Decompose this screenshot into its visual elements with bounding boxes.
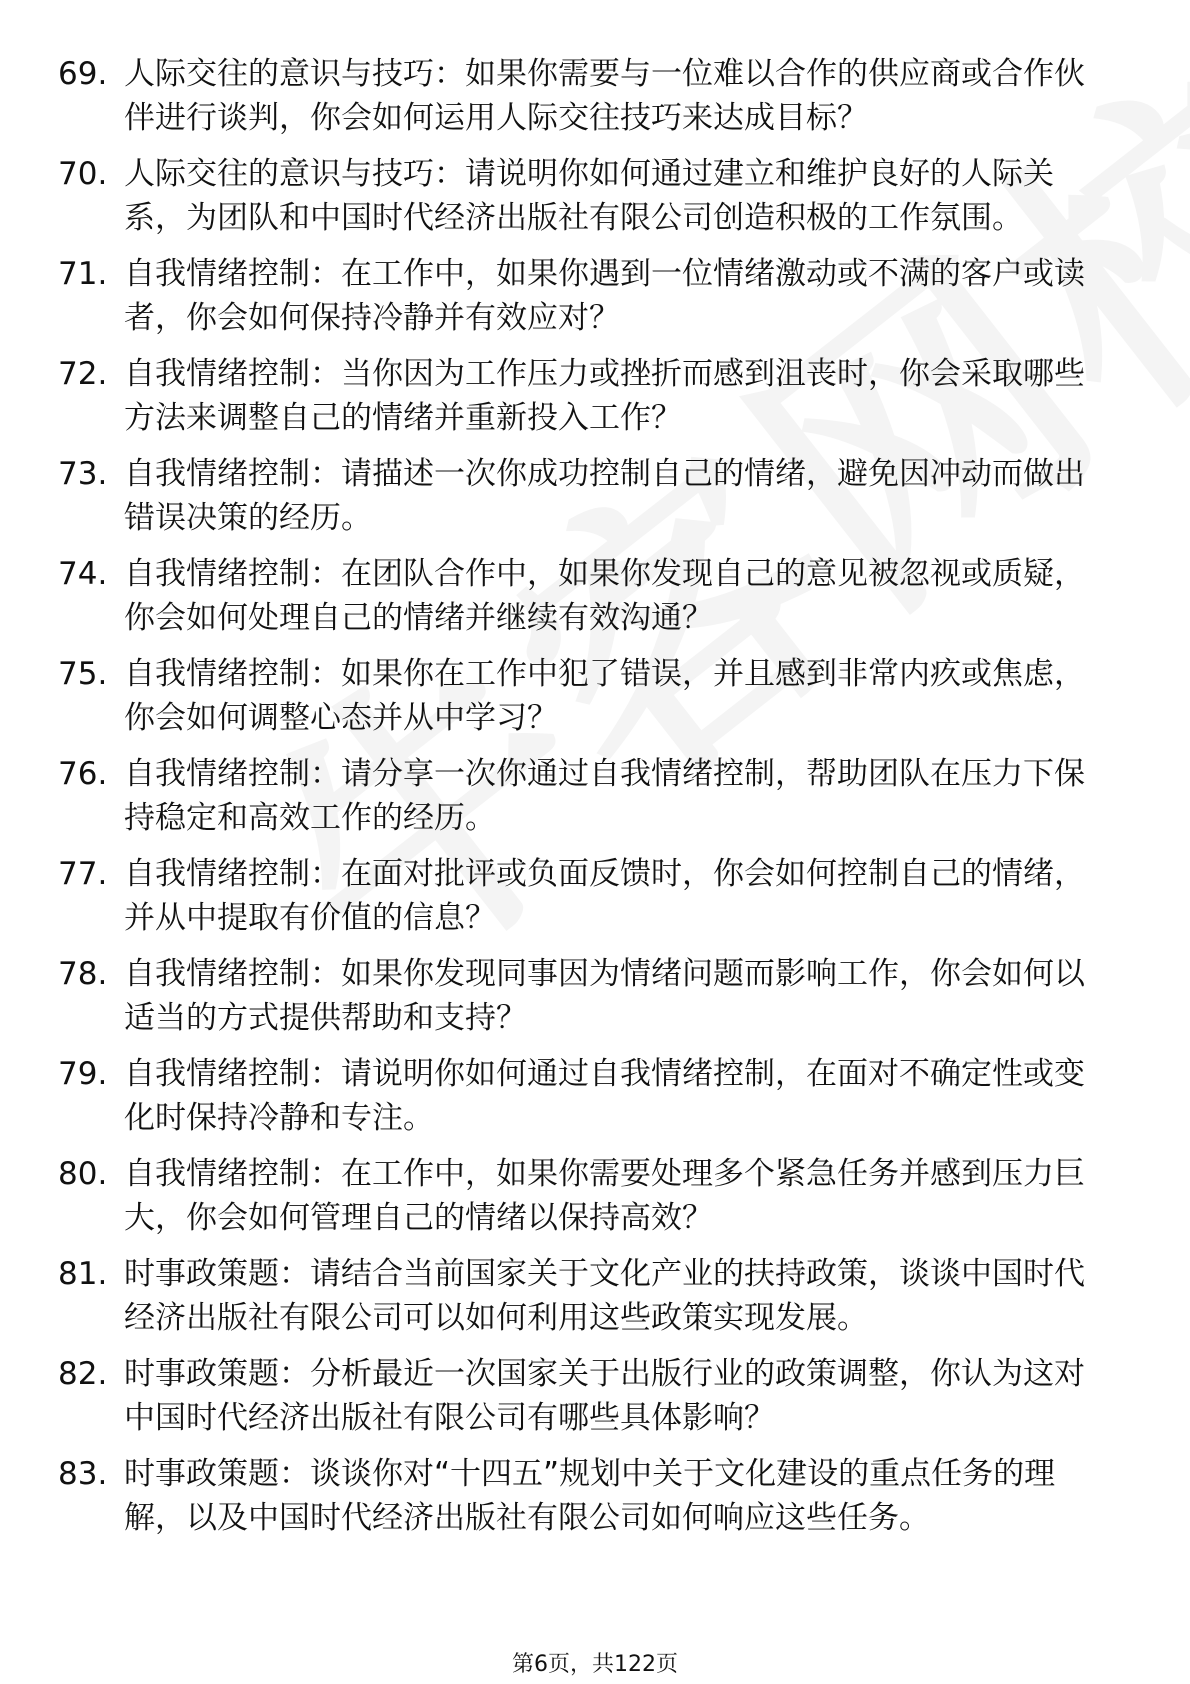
question-number: 83. (58, 1456, 108, 1492)
question-text: 时事政策题：分析最近一次国家关于出版行业的政策调整，你认为这对中国时代经济出版社有限公司有哪些具体影响？ (124, 1356, 1085, 1436)
question-number: 71. (58, 256, 108, 292)
question-number: 72. (58, 356, 108, 392)
question-number: 79. (58, 1056, 108, 1092)
question-list (58, 52, 1118, 1552)
question-number: 77. (58, 856, 108, 892)
list-item (58, 852, 1118, 940)
list-item (58, 1452, 1118, 1540)
question-text: 自我情绪控制：在团队合作中，如果你发现自己的意见被忽视或质疑，你会如何处理自己的情绪并继续有效沟通？ (124, 556, 1085, 636)
question-text: 自我情绪控制：在工作中，如果你遇到一位情绪激动或不满的客户或读者，你会如何保持冷静并有效应对？ (124, 256, 1085, 336)
question-number: 74. (58, 556, 108, 592)
question-number: 69. (58, 56, 108, 92)
question-text: 自我情绪控制：如果你发现同事因为情绪问题而影响工作，你会如何以适当的方式提供帮助和支持？ (124, 956, 1085, 1036)
list-item (58, 352, 1118, 440)
page-number: 第6页，共122页 (512, 1652, 678, 1677)
list-item (58, 1352, 1118, 1440)
list-item (58, 1152, 1118, 1240)
list-item (58, 552, 1118, 640)
question-number: 75. (58, 656, 108, 692)
list-item (58, 252, 1118, 340)
question-text: 自我情绪控制：如果你在工作中犯了错误，并且感到非常内疚或焦虑，你会如何调整心态并从中学习？ (124, 656, 1085, 736)
list-item (58, 152, 1118, 240)
question-text: 时事政策题：谈谈你对“十四五”规划中关于文化建设的重点任务的理解，以及中国时代经济出版社有限公司如何响应这些任务。 (124, 1456, 1056, 1536)
question-number: 70. (58, 156, 108, 192)
question-text: 人际交往的意识与技巧：请说明你如何通过建立和维护良好的人际关系，为团队和中国时代经济出版社有限公司创造积极的工作氛围。 (124, 156, 1054, 236)
question-text: 自我情绪控制：在工作中，如果你需要处理多个紧急任务并感到压力巨大，你会如何管理自己的情绪以保持高效？ (124, 1156, 1085, 1236)
list-item (58, 452, 1118, 540)
question-text: 自我情绪控制：在面对批评或负面反馈时，你会如何控制自己的情绪，并从中提取有价值的信息？ (124, 856, 1085, 936)
question-number: 73. (58, 456, 108, 492)
question-text: 自我情绪控制：请描述一次你成功控制自己的情绪，避免因冲动而做出错误决策的经历。 (124, 456, 1085, 536)
question-text: 时事政策题：请结合当前国家关于文化产业的扶持政策，谈谈中国时代经济出版社有限公司可以如何利用这些政策实现发展。 (124, 1256, 1085, 1336)
question-text: 自我情绪控制：当你因为工作压力或挫折而感到沮丧时，你会采取哪些方法来调整自己的情绪并重新投入工作？ (124, 356, 1085, 436)
list-item (58, 652, 1118, 740)
question-number: 76. (58, 756, 108, 792)
list-item (58, 752, 1118, 840)
question-text: 人际交往的意识与技巧：如果你需要与一位难以合作的供应商或合作伙伴进行谈判，你会如何运用人际交往技巧来达成目标？ (124, 56, 1085, 136)
question-number: 78. (58, 956, 108, 992)
list-item (58, 52, 1118, 140)
question-number: 80. (58, 1156, 108, 1192)
question-text: 自我情绪控制：请分享一次你通过自我情绪控制，帮助团队在压力下保持稳定和高效工作的经历。 (124, 756, 1085, 836)
question-number: 82. (58, 1356, 108, 1392)
list-item (58, 1052, 1118, 1140)
question-number: 81. (58, 1256, 108, 1292)
list-item (58, 952, 1118, 1040)
question-text: 自我情绪控制：请说明你如何通过自我情绪控制，在面对不确定性或变化时保持冷静和专注。 (124, 1056, 1085, 1136)
list-item (58, 1252, 1118, 1340)
